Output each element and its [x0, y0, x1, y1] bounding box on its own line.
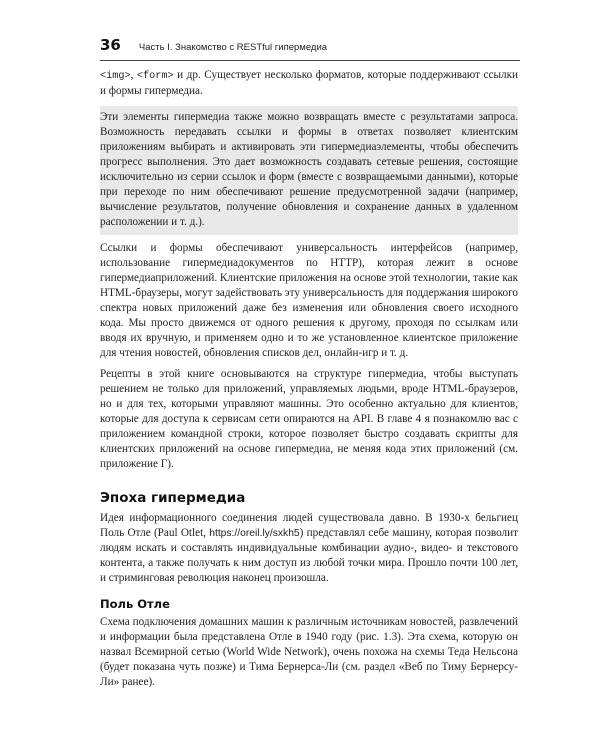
paragraph-1	[100, 68, 518, 99]
section-heading: Эпоха гипермедиа	[100, 490, 246, 506]
img-tag-code: <img>	[100, 71, 131, 82]
otlet-link[interactable]: https://oreil.ly/sxkh5	[209, 528, 300, 539]
paragraph-3: Ссылки и формы обеспечивают универсальность интерфейсов (например, использование гипермедиадокументов по HTTP), которая лежит в основе гипермедиаприложений. Клиентские приложения на основе этой технологии, такие как HTML-браузеры, могут задействовать эту универсальность для поддержания широкого спектра новых приложений даже без изменения или обновления своего исходного кода. Мы просто движемся от одного решения к другому, проходя по ссылкам или вводя их вручную, и применяем одно и то же установленное клиентское приложение для чтения новостей, обновления списков дел, онлайн-игр и т. д.	[100, 242, 518, 359]
header-rule	[100, 60, 520, 61]
page-content	[100, 68, 518, 690]
highlighted-paragraph	[100, 106, 518, 235]
subsection-paragraph: Схема подключения домашних машин к различным источникам новостей, развлечений и информации была представлена Отле в 1940 году (рис. 1.3). Эта схема, которую он назвал Всемирной сетью (World Wide Network), очень похожа на схемы Теда Нельсона (будет показана чуть позже) и Тима Бернерса-Ли (см. раздел «Веб по Тиму Бернерсу-Ли» ранее).	[100, 616, 518, 688]
paragraph-1-separator: ,	[130, 69, 137, 81]
section-paragraph-start: Идея информационного соединения людей существовала давно. В 1930-х бельгиец Поль Отле (Paul Otlet,	[100, 512, 518, 539]
paragraph-4: Рецепты в этой книге основываются на структуре гипермедиа, чтобы выступать решением не только для приложений, управляемых людьми, вроде HTML-браузеров, но и для тех, которыми управляют машины. Это особенно актуально для клиентов, которые для доступа к сервисам сети опираются на API. В главе 4 я познакомлю вас с приложением командной строки, которое позволяет быстро создавать скрипты для клиентских приложений на основе гипермедиа, не меняя кода этих приложений (см. приложение Г).	[100, 368, 518, 470]
section-paragraph	[100, 511, 518, 586]
section-paragraph-end: ) представлял себе машину, которая позволит людям искать и составлять индивидуальные комбинации аудио-, видео- и текстового контента, а также получать к ним доступ из любой точки мира. Прошло почти 100 лет, и стриминговая революция наконец произошла.	[100, 527, 518, 584]
page-number: 36	[100, 36, 121, 54]
paragraph-1-text: и др. Существует несколько форматов, которые поддерживают ссылки и формы гипермедиа.	[100, 69, 518, 97]
paragraph-2: Эти элементы гипермедиа также можно возвращать вместе с результатами запроса. Возможность передавать ссылки и формы в ответах позволяет клиентским приложениям выбирать и активировать эти гипермедиаэлементы, чтобы обеспечить прогресс выполнения. Это дает возможность создавать сетевые решения, состоящие исключительно из серии ссылок и форм (вместе с возвращаемыми данными), которые при переходе по ним обеспечивают решение предусмотренной задачи (например, вычисление результатов, получение обновления и сохранение данных в удаленном расположении и т. д.).	[100, 111, 518, 228]
subsection-heading: Поль Отле	[100, 597, 170, 611]
form-tag-code: <form>	[136, 71, 174, 82]
running-header	[100, 36, 520, 54]
running-title: Часть I. Знакомство с RESTful гипермедиа	[138, 42, 328, 53]
